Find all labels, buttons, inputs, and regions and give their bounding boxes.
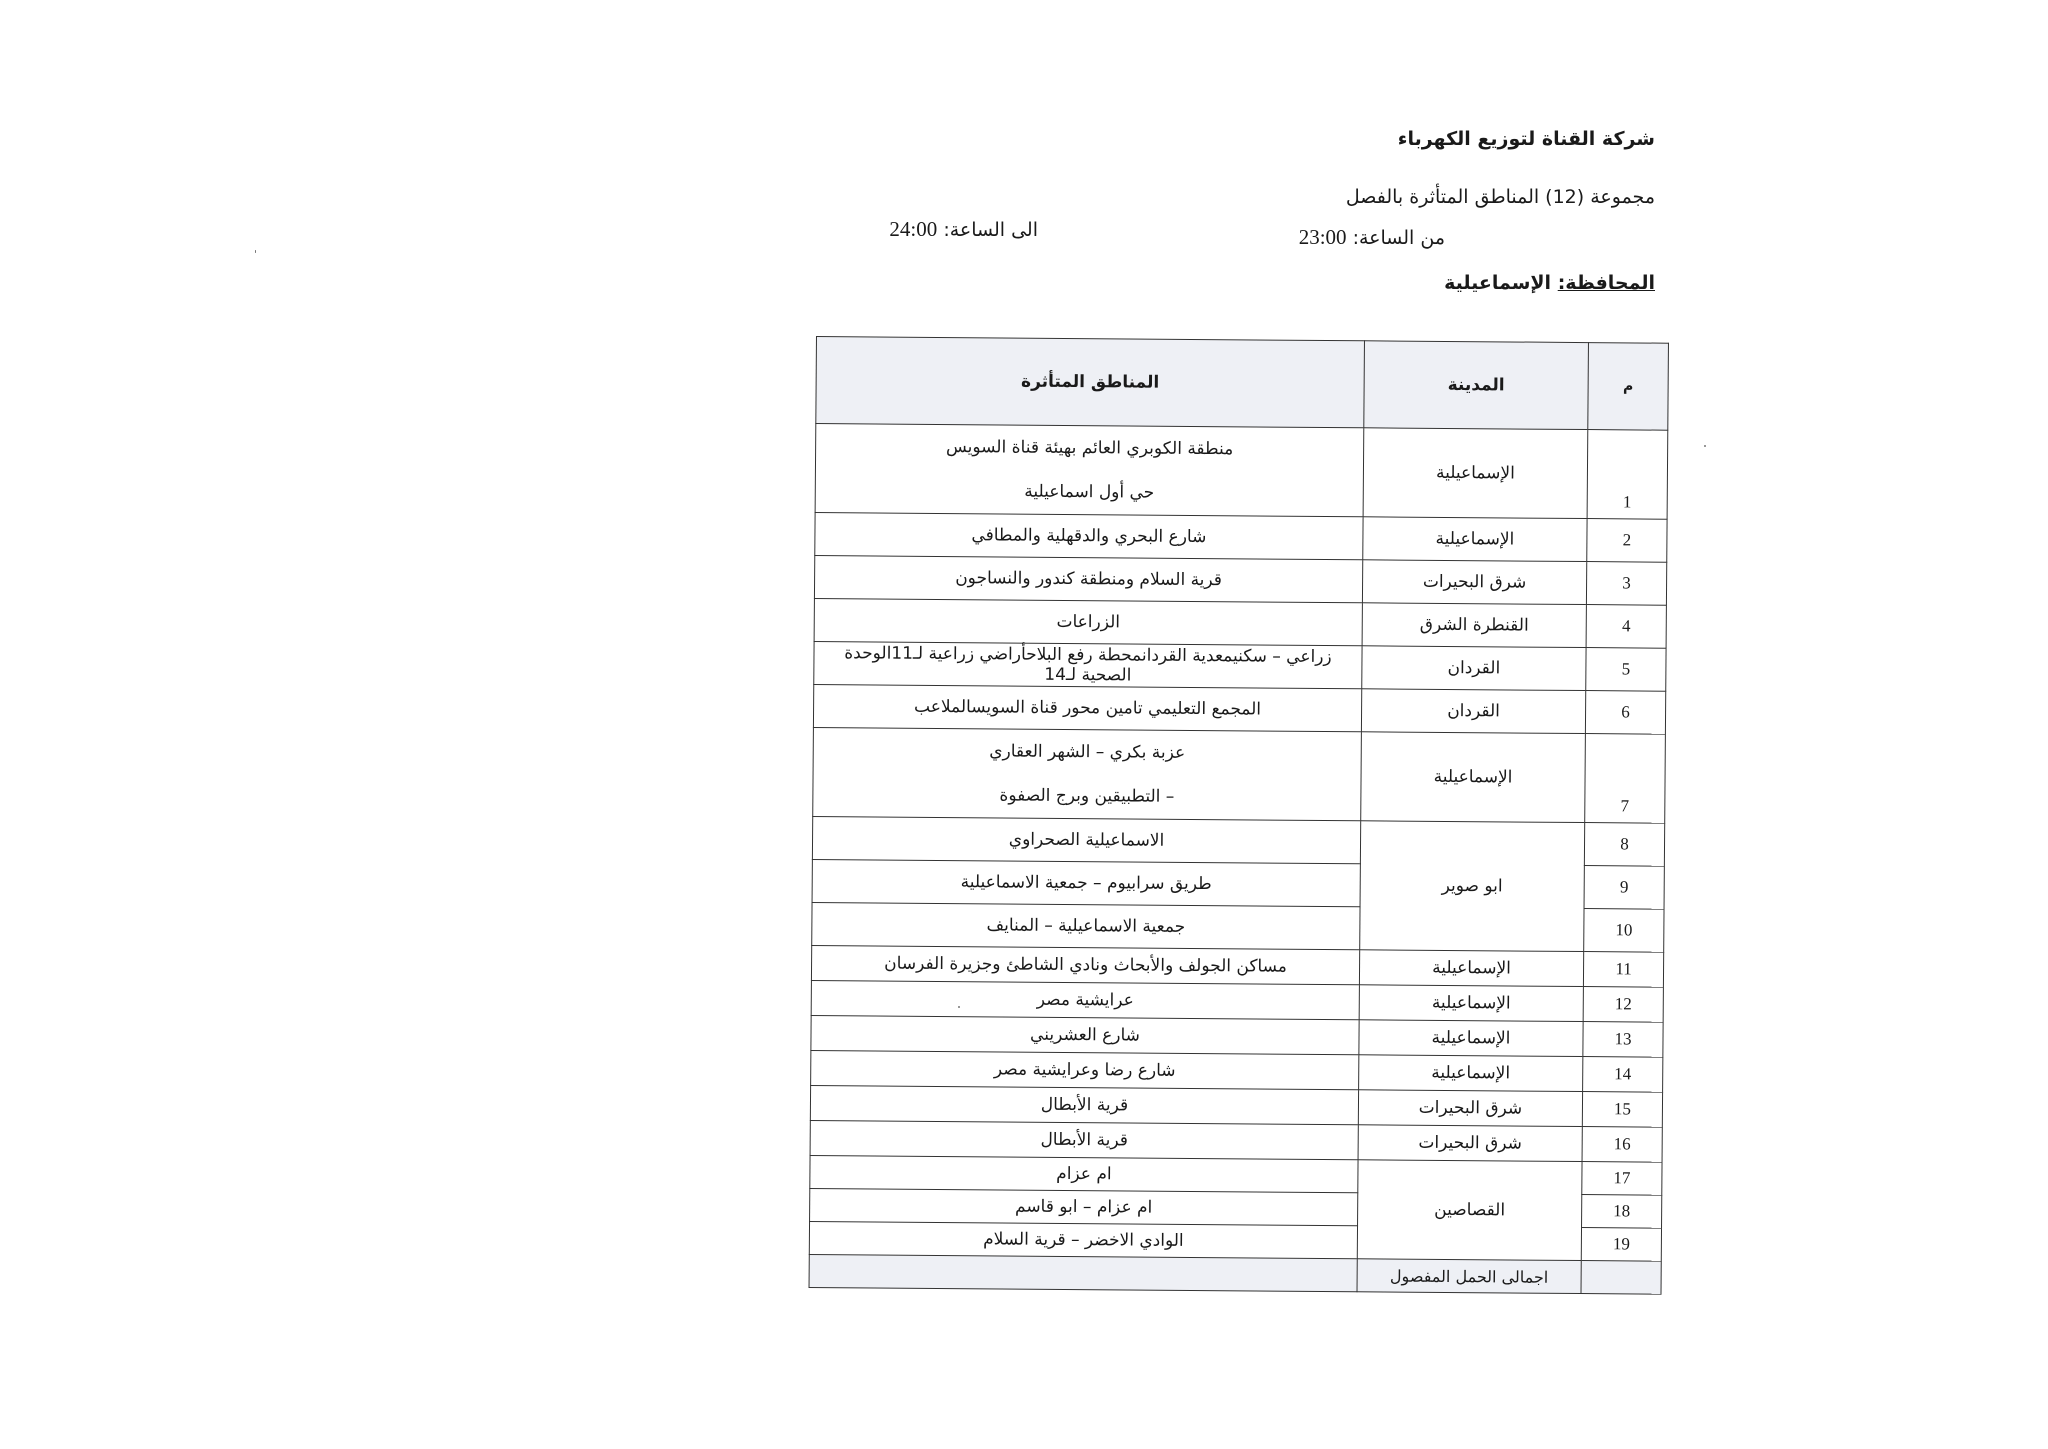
- row-city: شرق البحيرات: [1362, 560, 1586, 605]
- row-number: 13: [1583, 1022, 1663, 1058]
- scan-speck: [255, 250, 256, 253]
- row-areas: مساكن الجولف والأبحاث ونادي الشاطئ وجزيرة الفرسان: [811, 945, 1359, 984]
- row-areas: ام عزام: [810, 1155, 1358, 1192]
- row-areas: طريق سرابيوم – جمعية الاسماعيلية: [812, 859, 1360, 906]
- table-row: [812, 816, 1664, 866]
- affected-areas-table: [809, 336, 1669, 1295]
- area-line: عزبة بكري – الشهر العقاري: [989, 741, 1186, 763]
- row-areas: قرية الأبطال: [810, 1120, 1358, 1159]
- col-header-num: م: [1588, 343, 1669, 431]
- row-areas: شارع رضا وعرايشية مصر: [811, 1050, 1359, 1089]
- area-line: – التطبيقين وبرج الصفوة: [999, 785, 1175, 807]
- row-areas: جمعية الاسماعيلية – المنايف: [812, 902, 1360, 949]
- row-number: 10: [1584, 909, 1664, 953]
- row-areas: الزراعات: [814, 598, 1362, 645]
- row-city: شرق البحيرات: [1358, 1125, 1582, 1162]
- row-number: 7: [1585, 734, 1666, 824]
- row-city: القنطرة الشرق: [1362, 603, 1586, 648]
- total-value-cell: [809, 1254, 1357, 1291]
- row-number: 2: [1587, 519, 1667, 563]
- row-city-merged: القصاصين: [1357, 1160, 1582, 1261]
- table-row: [814, 598, 1666, 648]
- row-number: 8: [1584, 823, 1664, 867]
- table-row: [815, 512, 1667, 562]
- row-areas: عرايشية مصر: [811, 980, 1359, 1019]
- row-number: 16: [1582, 1127, 1662, 1163]
- table-row: [814, 555, 1666, 605]
- row-number: 4: [1586, 605, 1666, 649]
- col-header-city: المدينة: [1364, 341, 1589, 430]
- table-row: [814, 641, 1666, 691]
- row-areas: ام عزام – ابو قاسم: [810, 1188, 1358, 1225]
- row-number: 3: [1586, 562, 1666, 606]
- row-city: الإسماعيلية: [1363, 428, 1588, 519]
- table-header-row: [816, 337, 1669, 431]
- from-time-line: [1299, 225, 1445, 250]
- row-number: 18: [1582, 1195, 1662, 1229]
- col-header-areas: المناطق المتأثرة: [816, 337, 1365, 428]
- row-areas: الاسماعيلية الصحراوي: [812, 816, 1360, 863]
- row-areas: قرية السلام ومنطقة كندور والنساجون: [814, 555, 1362, 602]
- row-number: 17: [1582, 1162, 1662, 1196]
- from-label: من الساعة:: [1352, 227, 1445, 249]
- row-number: 6: [1585, 691, 1665, 735]
- area-line: حي أول اسماعيلية: [1024, 481, 1155, 503]
- affected-areas-table-wrap: [809, 336, 1668, 1295]
- table-row: [815, 424, 1668, 520]
- scan-speck: [958, 1006, 960, 1008]
- company-name: شركة القناة لتوزيع الكهرباء: [1397, 128, 1655, 150]
- row-areas: شارع البحري والدقهلية والمطافي: [815, 512, 1363, 559]
- row-city: الإسماعيلية: [1359, 985, 1583, 1022]
- total-label: اجمالى الحمل المفصول: [1357, 1259, 1581, 1294]
- group-title: مجموعة (12) المناطق المتأثرة بالفصل: [1345, 186, 1655, 208]
- governorate-line: [1444, 272, 1655, 294]
- row-city: الإسماعيلية: [1359, 1020, 1583, 1057]
- row-city: القردان: [1361, 689, 1585, 734]
- row-number: 15: [1582, 1092, 1662, 1128]
- row-number: 19: [1581, 1228, 1661, 1262]
- row-number: 14: [1583, 1057, 1663, 1093]
- to-time: 24:00: [889, 217, 938, 241]
- area-line: منطقة الكوبري العائم بهيئة قناة السويس: [945, 437, 1234, 460]
- row-areas: المجمع التعليمي تامين محور قناة السويسالملاعب: [813, 684, 1361, 731]
- to-label: الى الساعة:: [943, 219, 1038, 241]
- row-areas: [815, 424, 1364, 517]
- row-city: الإسماعيلية: [1361, 732, 1586, 823]
- row-city: الإسماعيلية: [1359, 950, 1583, 987]
- scan-speck: [1704, 445, 1706, 447]
- row-city: القردان: [1362, 646, 1586, 691]
- governorate-label: المحافظة:: [1557, 272, 1655, 294]
- total-row: [809, 1254, 1661, 1294]
- row-city: الإسماعيلية: [1359, 1055, 1583, 1092]
- row-number: 12: [1583, 987, 1663, 1023]
- row-city: شرق البحيرات: [1358, 1090, 1582, 1127]
- row-areas: قرية الأبطال: [810, 1085, 1358, 1124]
- row-areas: شارع العشريني: [811, 1015, 1359, 1054]
- to-time-line: [889, 217, 1038, 242]
- from-time: 23:00: [1298, 225, 1347, 249]
- row-number: 1: [1587, 430, 1668, 520]
- row-areas: زراعي – سكنيمعدية القردانمحطة رفع البلاحأراضي زراعية لـ11الوحدة الصحية لـ14: [814, 641, 1362, 688]
- row-city-merged: ابو صوير: [1360, 821, 1585, 952]
- table-row: [813, 684, 1665, 734]
- row-areas: الوادي الاخضر – قرية السلام: [809, 1221, 1357, 1258]
- row-number: 9: [1584, 866, 1664, 910]
- row-number: 11: [1583, 952, 1663, 988]
- total-num-cell: [1581, 1261, 1661, 1295]
- governorate-value: الإسماعيلية: [1444, 272, 1552, 294]
- row-areas: [813, 727, 1362, 820]
- row-number: 5: [1586, 648, 1666, 692]
- row-city: الإسماعيلية: [1363, 517, 1587, 562]
- table-row: [813, 727, 1666, 823]
